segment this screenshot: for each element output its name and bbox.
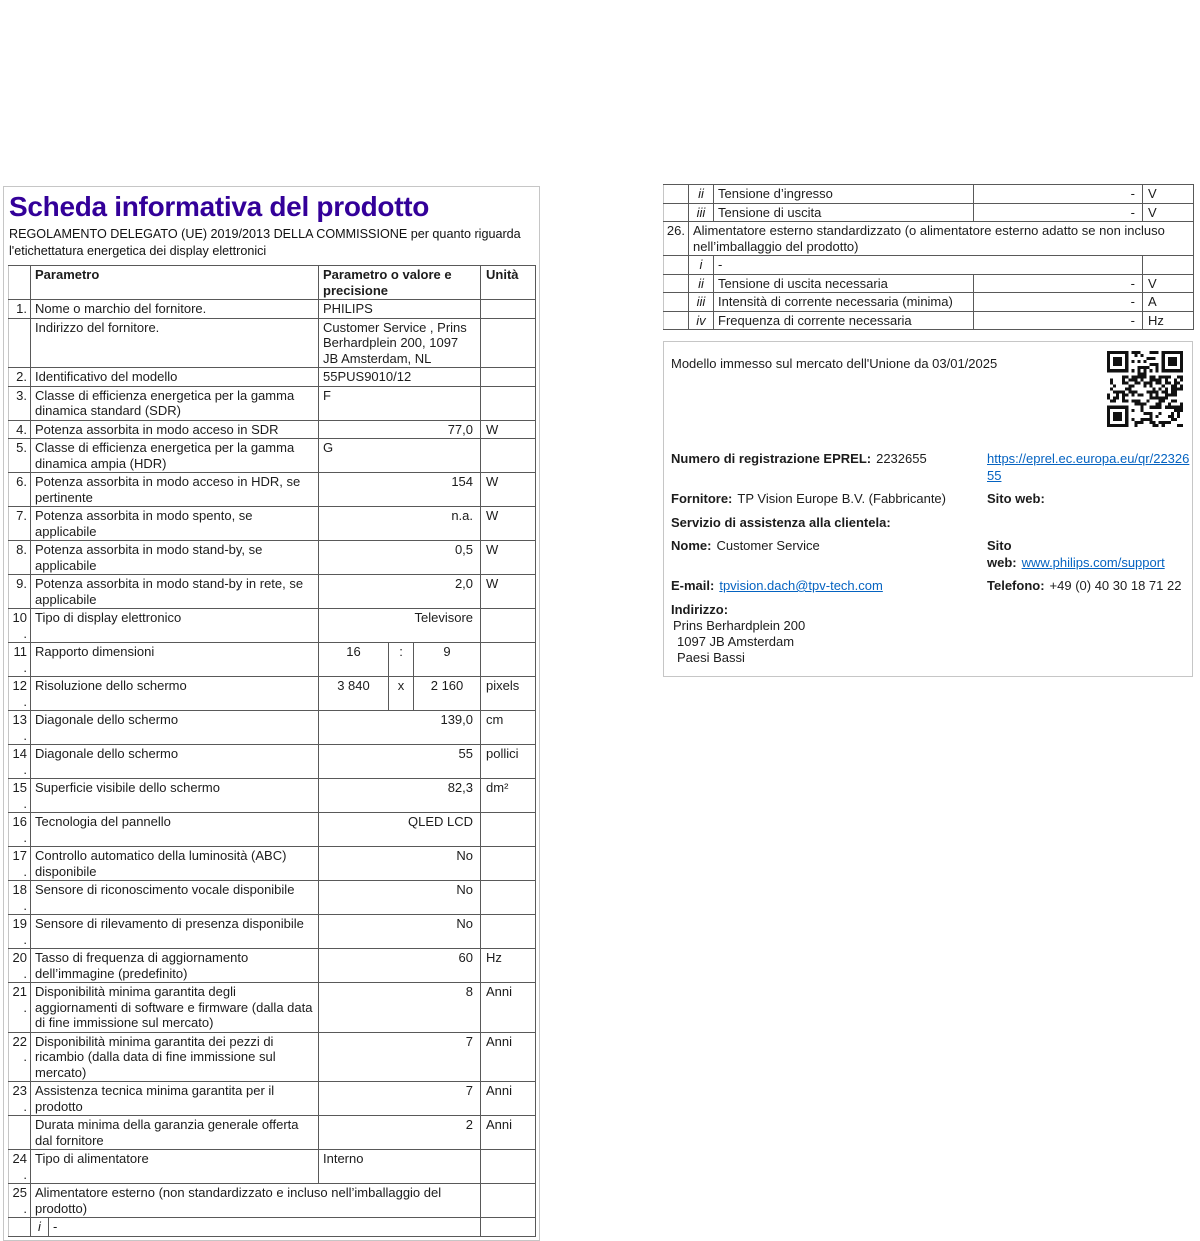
- param-unit: Anni: [481, 983, 536, 1033]
- param-unit: Anni: [481, 1032, 536, 1082]
- regulation-subtitle: REGOLAMENTO DELEGATO (UE) 2019/2013 DELLA COMMISSIONE per quanto riguarda l'etichettatura energetica dei display elettronici: [9, 227, 521, 258]
- table-row: [9, 1116, 536, 1150]
- table-row: [9, 507, 536, 541]
- param-label: Tensione di uscita: [714, 203, 974, 222]
- param-value: 16: [319, 643, 389, 677]
- param-label: Sensore di rilevamento di presenza disponibile: [31, 915, 319, 949]
- phone-value: +49 (0) 40 30 18 71 22: [1049, 578, 1182, 593]
- info-box-header: [671, 350, 1184, 444]
- param-label: Alimentatore esterno standardizzato (o alimentatore esterno adatto se non incluso nell’imballaggio del prodotto): [689, 222, 1194, 256]
- row-number: 13.: [9, 711, 31, 745]
- param-unit: V: [1143, 274, 1194, 293]
- row-number: 10.: [9, 609, 31, 643]
- eprel-link[interactable]: https://eprel.ec.europa.eu/qr/2232655: [987, 451, 1190, 483]
- table-row: [664, 311, 1194, 330]
- param-label: Potenza assorbita in modo stand-by, se applicabile: [31, 541, 319, 575]
- col-header-parametro: Parametro: [31, 266, 319, 300]
- param-unit: Anni: [481, 1116, 536, 1150]
- row-number: 19.: [9, 915, 31, 949]
- param-label: Diagonale dello schermo: [31, 711, 319, 745]
- param-value: 139,0: [319, 711, 481, 745]
- row-number: [664, 185, 689, 204]
- table-row: [664, 274, 1194, 293]
- param-value: 9: [414, 643, 481, 677]
- param-unit: pixels: [481, 677, 536, 711]
- table-row: [9, 881, 536, 915]
- param-unit: [481, 368, 536, 387]
- row-number: 9.: [9, 575, 31, 609]
- param-label: Sensore di riconoscimento vocale disponibile: [31, 881, 319, 915]
- param-value: 0,5: [319, 541, 481, 575]
- row-number: 8.: [9, 541, 31, 575]
- param-label: Identificativo del modello: [31, 368, 319, 387]
- row-subletter: i: [31, 1218, 49, 1237]
- table-row: [9, 266, 536, 300]
- support-website-link[interactable]: www.philips.com/support: [1021, 555, 1165, 570]
- eprel-registration-row: [671, 450, 1190, 484]
- param-unit: W: [481, 575, 536, 609]
- table-row: [9, 420, 536, 439]
- param-value: -: [974, 293, 1143, 312]
- param-label: Alimentatore esterno (non standardizzato e incluso nell’imballaggio del prodotto): [31, 1184, 481, 1218]
- param-value: -: [974, 203, 1143, 222]
- row-number: 15.: [9, 779, 31, 813]
- row-number: 12.: [9, 677, 31, 711]
- table-row: [9, 1082, 536, 1116]
- table-row: [9, 813, 536, 847]
- row-number: 26.: [664, 222, 689, 256]
- table-row: [9, 439, 536, 473]
- param-label: Rapporto dimensioni: [31, 643, 319, 677]
- param-value: No: [319, 847, 481, 881]
- param-unit: [481, 318, 536, 368]
- table-row: [9, 1184, 536, 1218]
- param-value: QLED LCD: [319, 813, 481, 847]
- address-label: Indirizzo:: [671, 602, 729, 617]
- table-row: [664, 256, 1194, 275]
- row-number: 2.: [9, 368, 31, 387]
- param-label: Potenza assorbita in modo acceso in SDR: [31, 420, 319, 439]
- param-value-separator: :: [389, 643, 414, 677]
- col-header-valore: Parametro o valore e precisione: [319, 266, 481, 300]
- table-row: [9, 575, 536, 609]
- param-label: -: [714, 256, 1143, 275]
- market-entry-text: Modello immesso sul mercato dell'Unione da 03/01/2025: [671, 356, 998, 371]
- table-row: [9, 386, 536, 420]
- table-row: [9, 368, 536, 387]
- table-row: [9, 1150, 536, 1184]
- eprel-label: Numero di registrazione EPREL:: [671, 451, 872, 466]
- email-phone-row: [671, 577, 1184, 594]
- param-label: Assistenza tecnica minima garantita per il prodotto: [31, 1082, 319, 1116]
- customer-service-heading: Servizio di assistenza alla clientela:: [671, 515, 891, 530]
- table-row: [664, 203, 1194, 222]
- param-value: 2: [319, 1116, 481, 1150]
- param-label: Tipo di alimentatore: [31, 1150, 319, 1184]
- row-number: 11.: [9, 643, 31, 677]
- supplier-value: TP Vision Europe B.V. (Fabbricante): [737, 491, 946, 506]
- param-unit: [481, 1184, 536, 1218]
- param-label: Diagonale dello schermo: [31, 745, 319, 779]
- param-value: 7: [319, 1082, 481, 1116]
- row-number: 3.: [9, 386, 31, 420]
- phone-label: Telefono:: [987, 578, 1045, 593]
- row-number: 1.: [9, 300, 31, 319]
- param-value: -: [974, 311, 1143, 330]
- param-value: -: [974, 274, 1143, 293]
- col-header-unita: Unità: [481, 266, 536, 300]
- table-row: [9, 915, 536, 949]
- param-value: Customer Service , Prins Berhardplein 200, 1097 JB Amsterdam, NL: [319, 318, 481, 368]
- param-label: Tecnologia del pannello: [31, 813, 319, 847]
- param-value: Televisore: [319, 609, 481, 643]
- param-label: Durata minima della garanzia generale offerta dal fornitore: [31, 1116, 319, 1150]
- param-value: F: [319, 386, 481, 420]
- table-row: [9, 1032, 536, 1082]
- param-unit: V: [1143, 203, 1194, 222]
- table-row: [9, 711, 536, 745]
- param-value: 154: [319, 473, 481, 507]
- product-sheet-panel: [3, 186, 540, 1241]
- row-subletter: i: [689, 256, 714, 275]
- param-unit: Anni: [481, 1082, 536, 1116]
- qr-code-icon: [1107, 351, 1183, 427]
- param-unit: Hz: [1143, 311, 1194, 330]
- website2-label: Sito web:: [987, 538, 1017, 570]
- table-row: [9, 473, 536, 507]
- row-subletter: iv: [689, 311, 714, 330]
- supplier-label: Fornitore:: [671, 491, 733, 506]
- name-value: Customer Service: [716, 538, 820, 553]
- param-value: 3 840: [319, 677, 389, 711]
- row-number: [664, 256, 689, 275]
- supplier-row: [671, 490, 1184, 507]
- table-row: [664, 222, 1194, 256]
- row-number: 25.: [9, 1184, 31, 1218]
- param-value-separator: x: [389, 677, 414, 711]
- row-number: [9, 318, 31, 368]
- param-unit: [481, 1150, 536, 1184]
- table-row: [9, 643, 536, 677]
- eprel-number: 2232655: [876, 451, 927, 466]
- param-value: 82,3: [319, 779, 481, 813]
- param-unit: A: [1143, 293, 1194, 312]
- param-label: Tasso di frequenza di aggiornamento dell’immagine (predefinito): [31, 949, 319, 983]
- market-info-box: [663, 341, 1193, 677]
- service-name-row: [671, 537, 1184, 571]
- param-value: 60: [319, 949, 481, 983]
- row-number: [664, 274, 689, 293]
- table-row: [9, 300, 536, 319]
- param-unit: [481, 847, 536, 881]
- param-unit: Hz: [481, 949, 536, 983]
- param-label: Controllo automatico della luminosità (ABC) disponibile: [31, 847, 319, 881]
- table-row: [9, 745, 536, 779]
- param-unit: dm²: [481, 779, 536, 813]
- product-parameters-table: [8, 265, 536, 1237]
- row-number: [664, 203, 689, 222]
- row-number: 5.: [9, 439, 31, 473]
- table-row: [9, 779, 536, 813]
- param-value: No: [319, 915, 481, 949]
- param-unit: W: [481, 541, 536, 575]
- website-label: Sito web:: [987, 491, 1045, 506]
- table-row: [9, 677, 536, 711]
- param-value: 7: [319, 1032, 481, 1082]
- param-label: Classe di efficienza energetica per la gamma dinamica standard (SDR): [31, 386, 319, 420]
- email-link[interactable]: tpvision.dach@tpv-tech.com: [719, 578, 883, 593]
- table-row: [9, 609, 536, 643]
- row-number: 16.: [9, 813, 31, 847]
- param-label: Disponibilità minima garantita degli aggiornamenti di software e firmware (dalla data di fine immissione sul mercato): [31, 983, 319, 1033]
- param-label: Potenza assorbita in modo acceso in HDR, se pertinente: [31, 473, 319, 507]
- param-unit: W: [481, 473, 536, 507]
- address-block: [671, 601, 1184, 666]
- row-number: 7.: [9, 507, 31, 541]
- row-number: 6.: [9, 473, 31, 507]
- param-unit: [481, 881, 536, 915]
- param-label: Tensione d’ingresso: [714, 185, 974, 204]
- param-label: Potenza assorbita in modo stand-by in rete, se applicabile: [31, 575, 319, 609]
- email-label: E-mail:: [671, 578, 715, 593]
- param-unit: [481, 439, 536, 473]
- product-parameters-table-continued: [663, 184, 1194, 330]
- row-subletter: iii: [689, 293, 714, 312]
- row-number: 23.: [9, 1082, 31, 1116]
- param-label: Potenza assorbita in modo spento, se applicabile: [31, 507, 319, 541]
- row-number: [664, 293, 689, 312]
- row-subletter: iii: [689, 203, 714, 222]
- param-unit: [481, 300, 536, 319]
- param-value: 77,0: [319, 420, 481, 439]
- param-unit: [1143, 256, 1194, 275]
- address-line: 1097 JB Amsterdam: [677, 634, 795, 649]
- param-unit: [481, 1218, 536, 1237]
- table-row: [9, 541, 536, 575]
- param-value: 8: [319, 983, 481, 1033]
- param-unit: [481, 915, 536, 949]
- page-title: Scheda informativa del prodotto: [9, 191, 430, 222]
- row-number: 4.: [9, 420, 31, 439]
- param-unit: [481, 813, 536, 847]
- address-line: Prins Berhardplein 200: [673, 618, 806, 633]
- name-label: Nome:: [671, 538, 712, 553]
- row-number: 22.: [9, 1032, 31, 1082]
- param-unit: V: [1143, 185, 1194, 204]
- param-label: -: [49, 1218, 481, 1237]
- param-value: 55PUS9010/12: [319, 368, 481, 387]
- param-unit: cm: [481, 711, 536, 745]
- row-subletter: ii: [689, 185, 714, 204]
- param-label: Tensione di uscita necessaria: [714, 274, 974, 293]
- param-label: Disponibilità minima garantita dei pezzi di ricambio (dalla data di fine immissione sul mercato): [31, 1032, 319, 1082]
- param-value: 2,0: [319, 575, 481, 609]
- row-number: 17.: [9, 847, 31, 881]
- param-unit: pollici: [481, 745, 536, 779]
- table-row: [9, 983, 536, 1033]
- param-value: G: [319, 439, 481, 473]
- row-number: [9, 1218, 31, 1237]
- param-label: Nome o marchio del fornitore.: [31, 300, 319, 319]
- row-number: [664, 311, 689, 330]
- table-row: [9, 318, 536, 368]
- table-row: [664, 185, 1194, 204]
- row-subletter: ii: [689, 274, 714, 293]
- address-line: Paesi Bassi: [677, 650, 745, 665]
- param-unit: [481, 609, 536, 643]
- row-number: [9, 1116, 31, 1150]
- param-value: No: [319, 881, 481, 915]
- table-row: [9, 949, 536, 983]
- row-number: 18.: [9, 881, 31, 915]
- row-number: 14.: [9, 745, 31, 779]
- param-value: 2 160: [414, 677, 481, 711]
- param-label: Risoluzione dello schermo: [31, 677, 319, 711]
- param-label: Indirizzo del fornitore.: [31, 318, 319, 368]
- param-label: Classe di efficienza energetica per la gamma dinamica ampia (HDR): [31, 439, 319, 473]
- param-value: -: [974, 185, 1143, 204]
- param-label: Intensità di corrente necessaria (minima): [714, 293, 974, 312]
- param-label: Superficie visibile dello schermo: [31, 779, 319, 813]
- param-unit: [481, 386, 536, 420]
- row-number: 21.: [9, 983, 31, 1033]
- param-value: PHILIPS: [319, 300, 481, 319]
- row-number: [9, 266, 31, 300]
- param-value: Interno: [319, 1150, 481, 1184]
- param-value: 55: [319, 745, 481, 779]
- row-number: 24.: [9, 1150, 31, 1184]
- param-label: Tipo di display elettronico: [31, 609, 319, 643]
- param-unit: W: [481, 420, 536, 439]
- table-row: [9, 1218, 536, 1237]
- param-unit: W: [481, 507, 536, 541]
- table-row: [9, 847, 536, 881]
- table-row: [664, 293, 1194, 312]
- param-unit: [481, 643, 536, 677]
- row-number: 20.: [9, 949, 31, 983]
- param-label: Frequenza di corrente necessaria: [714, 311, 974, 330]
- param-value: n.a.: [319, 507, 481, 541]
